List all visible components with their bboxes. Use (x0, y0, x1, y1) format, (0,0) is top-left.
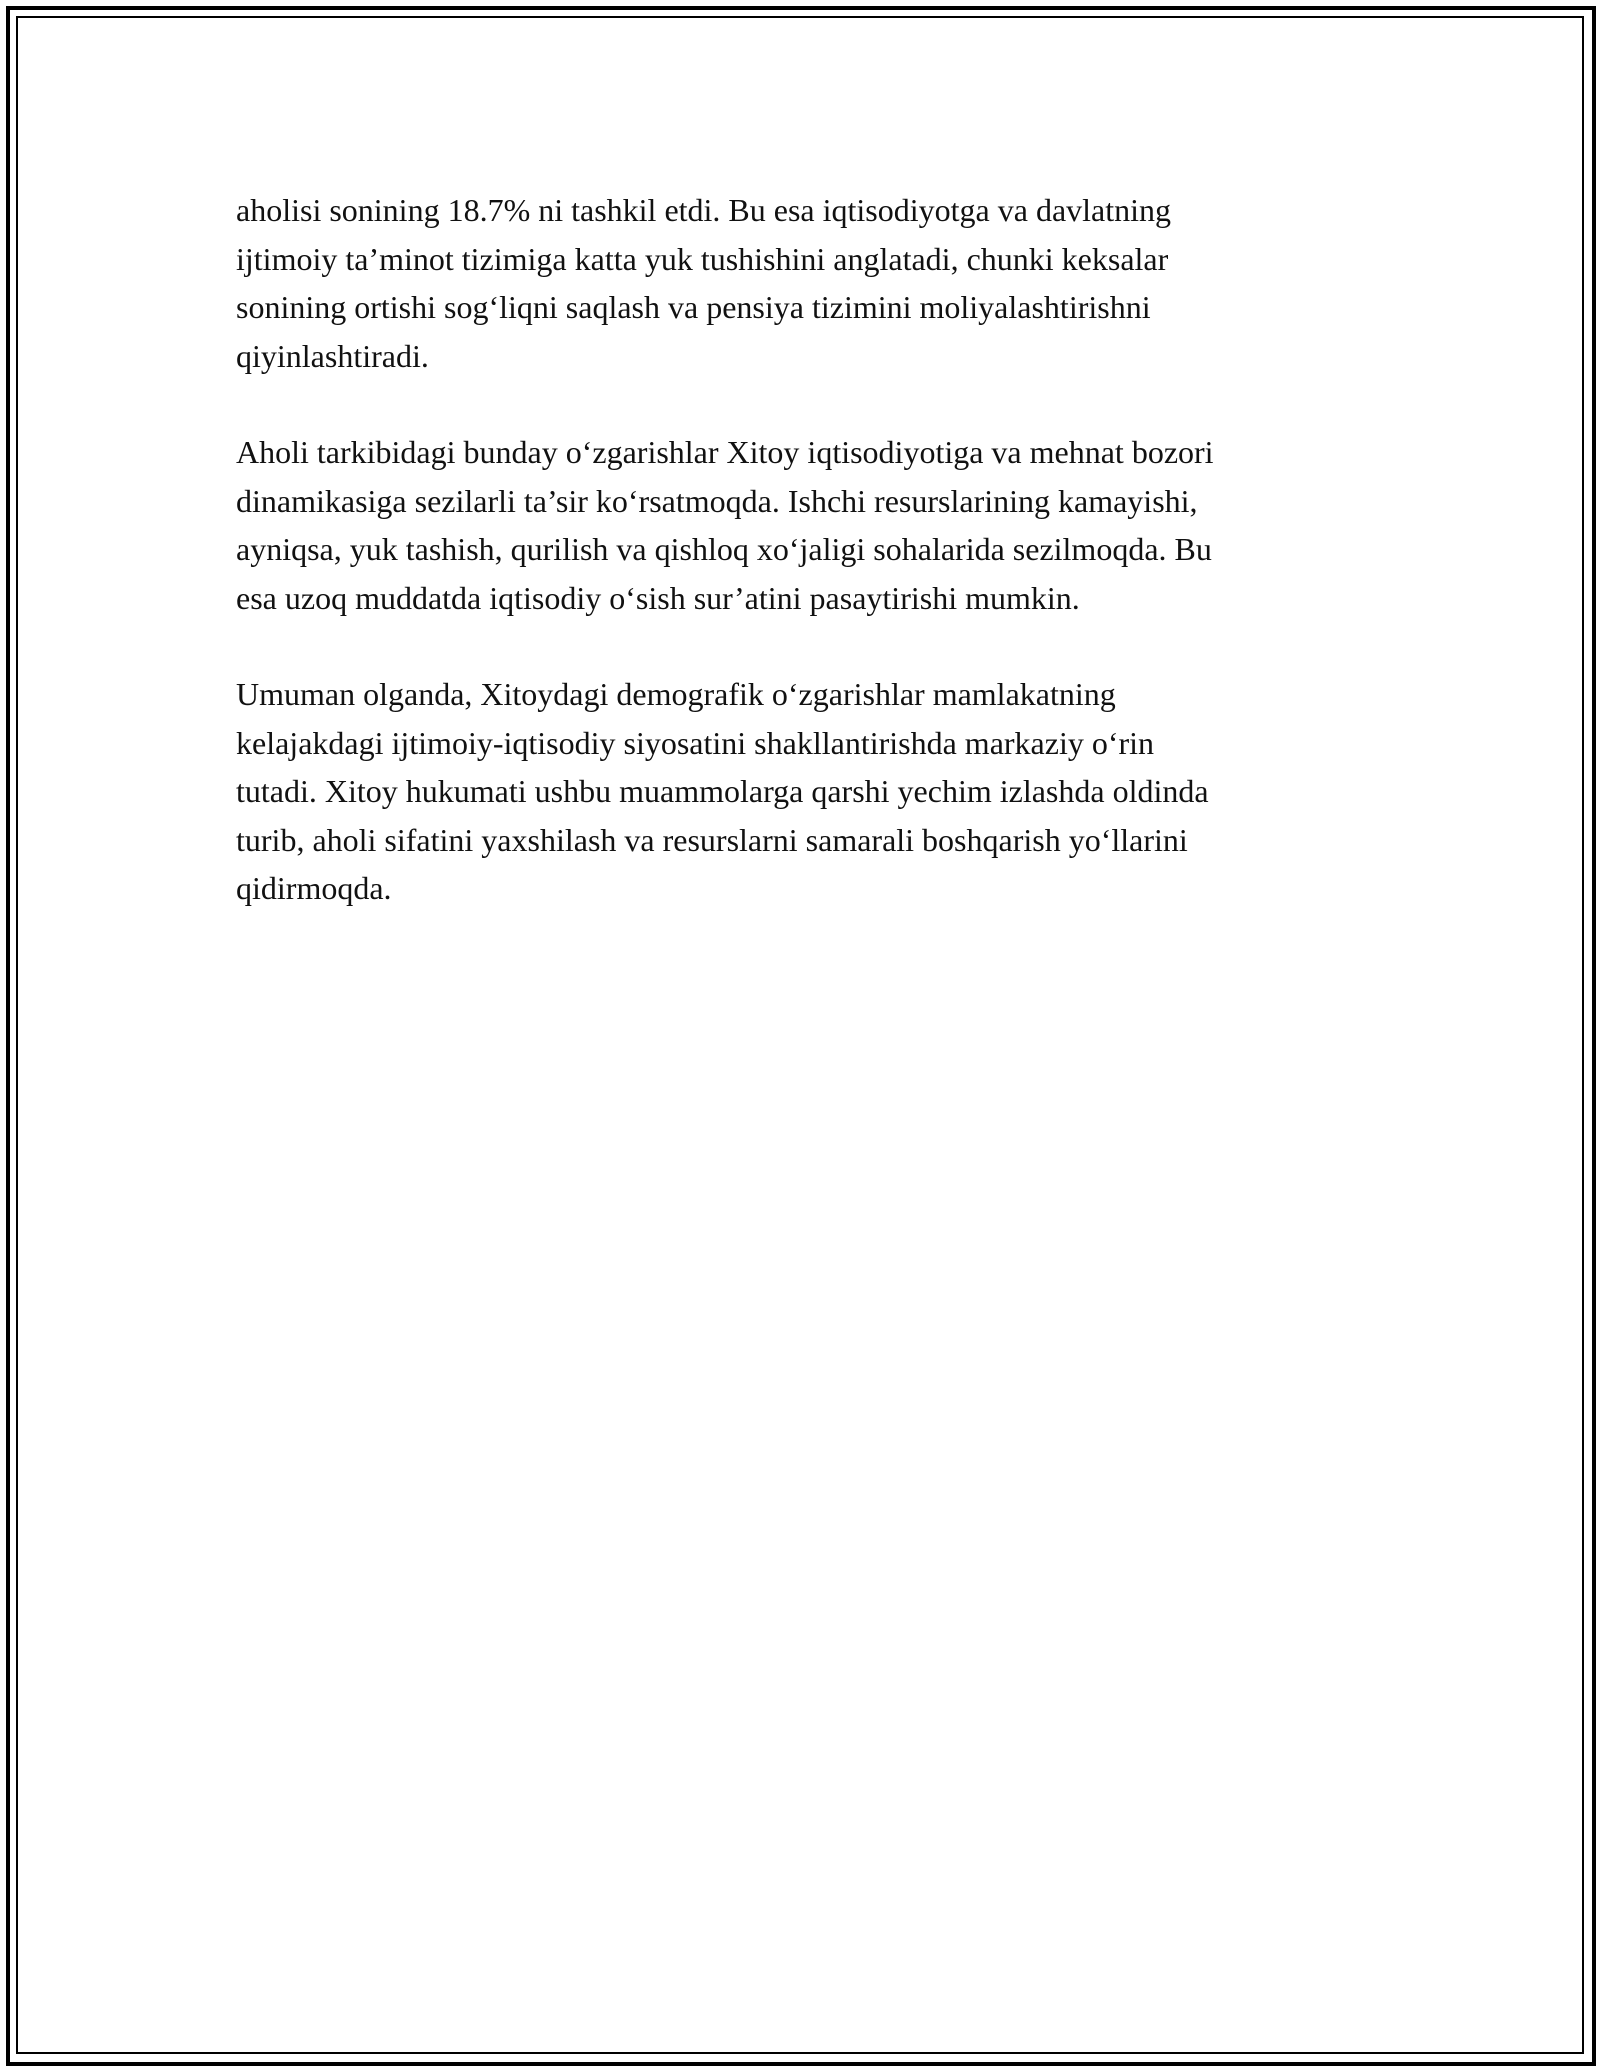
paragraph-3: Umuman olganda, Xitoydagi demografik o‘zgarishlar mamlakatning kelajakdagi ijtimoiy-iqtisodiy siyosatini shakllantirishda markaziy o‘rin tutadi. Xitoy hukumati ushbu muammolarga qarshi yechim izlashda oldinda turib, aholi sifatini yaxshilash va resurslarni samarali boshqarish yo‘llarini qidirmoqda. (236, 676, 1209, 906)
paragraph-2: Aholi tarkibidagi bunday o‘zgarishlar Xitoy iqtisodiyotiga va mehnat bozori dinamikasiga sezilarli ta’sir ko‘rsatmoqda. Ishchi resurslarining kamayishi, ayniqsa, yuk tashish, qurilish va qishloq xo‘jaligi sohalarida sezilmoqda. Bu esa uzoq muddatda iqtisodiy o‘sish sur’atini pasaytirishi mumkin. (236, 434, 1214, 616)
document-body (236, 186, 1366, 961)
paragraph-1: aholisi sonining 18.7% ni tashkil etdi. Bu esa iqtisodiyotga va davlatning ijtimoiy ta’minot tizimiga katta yuk tushishini anglatadi, chunki keksalar sonining ortishi sog‘liqni saqlash va pensiya tizimini moliyalashtirishni qiyinlashtiradi. (236, 192, 1172, 374)
